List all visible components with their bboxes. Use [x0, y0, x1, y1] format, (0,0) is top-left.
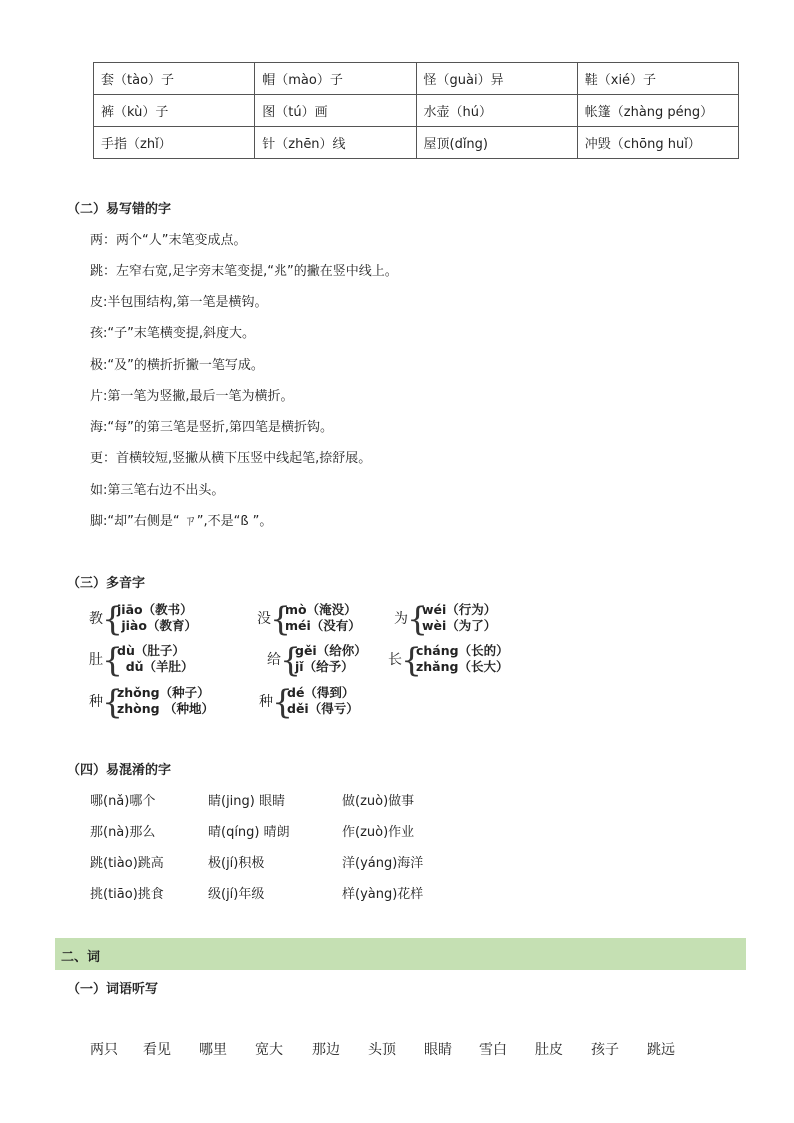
list-item: 如:第三笔右边不出头。	[90, 483, 225, 498]
reading-1: mò（淹没）	[285, 602, 357, 617]
list-item: 样(yàng)花样	[342, 887, 424, 902]
reading-1: jiāo（教书）	[117, 602, 193, 617]
section-title-miswritten: （二）易写错的字	[67, 202, 172, 217]
list-item: 极(jí)积极	[208, 856, 265, 871]
list-item: 哪(nǎ)哪个	[90, 794, 156, 809]
brace-icon: {	[102, 640, 123, 679]
dictation-word: 跳远	[647, 1042, 675, 1058]
pinyin-table	[93, 62, 739, 159]
reading-2: zhòng （种地）	[117, 701, 214, 716]
dictation-word: 看见	[143, 1042, 171, 1058]
list-item: 挑(tiāo)挑食	[90, 887, 164, 902]
brace-icon: {	[270, 599, 291, 638]
brace-icon: {	[401, 640, 422, 679]
reading-1: gěi（给你）	[295, 643, 367, 658]
list-item: 睛(jing) 眼睛	[208, 794, 285, 809]
reading-1: wéi（行为）	[422, 602, 497, 617]
dictation-word: 雪白	[479, 1042, 507, 1058]
list-item: 晴(qíng) 晴朗	[208, 825, 290, 840]
list-item: 脚:“却”右侧是“ ㄗ”,不是“ß ”。	[90, 514, 273, 529]
polyphonic-char: 种	[89, 694, 103, 710]
dictation-word: 那边	[312, 1042, 340, 1058]
reading-2: dǔ（羊肚）	[117, 659, 194, 674]
reading-2: zhǎng（长大）	[416, 659, 509, 674]
list-item: 级(jí)年级	[208, 887, 265, 902]
brace-icon: {	[272, 682, 293, 721]
reading-2: méi（没有）	[285, 618, 361, 633]
polyphonic-char: 教	[89, 611, 103, 627]
polyphonic-char: 给	[267, 652, 281, 668]
table-cell: 屋顶(dǐng)	[416, 127, 577, 159]
polyphonic-char: 肚	[89, 652, 103, 668]
table-cell: 水壶（hú）	[416, 95, 577, 127]
dictation-word: 肚皮	[535, 1042, 563, 1058]
reading-1: cháng（长的）	[416, 643, 509, 658]
polyphonic-char: 没	[257, 611, 271, 627]
table-cell: 鞋（xié）子	[577, 63, 738, 95]
polyphonic-char: 为	[394, 611, 408, 627]
table-cell: 怪（guài）异	[416, 63, 577, 95]
brace-icon: {	[280, 640, 301, 679]
dictation-word: 哪里	[199, 1042, 227, 1058]
list-item: 那(nà)那么	[90, 825, 156, 840]
polyphonic-char: 种	[259, 694, 273, 710]
reading-1: dé（得到）	[287, 685, 355, 700]
dictation-word: 眼睛	[424, 1042, 452, 1058]
list-item: 两：两个“人”末笔变成点。	[90, 233, 247, 248]
table-cell: 套（tào）子	[94, 63, 255, 95]
table-cell: 图（tú）画	[255, 95, 416, 127]
list-item: 更：首横较短,竖撇从横下压竖中线起笔,捺舒展。	[90, 451, 372, 466]
reading-2: děi（得亏）	[287, 701, 359, 716]
table-cell: 帐篷（zhàng péng）	[577, 95, 738, 127]
table-cell: 针（zhēn）线	[255, 127, 416, 159]
list-item: 跳(tiào)跳高	[90, 856, 164, 871]
table-cell: 帽（mào）子	[255, 63, 416, 95]
brace-icon: {	[102, 599, 123, 638]
dictation-word: 孩子	[591, 1042, 619, 1058]
dictation-word: 头顶	[368, 1042, 396, 1058]
table-row	[94, 63, 739, 95]
dictation-word: 两只	[90, 1042, 118, 1058]
table-cell: 裤（kù）子	[94, 95, 255, 127]
list-item: 片:第一笔为竖撇,最后一笔为横折。	[90, 389, 294, 404]
polyphonic-char: 长	[388, 652, 402, 668]
reading-1: zhǒng（种子）	[117, 685, 210, 700]
dictation-word: 宽大	[255, 1042, 283, 1058]
brace-icon: {	[102, 682, 123, 721]
list-item: 皮:半包围结构,第一笔是横钩。	[90, 295, 268, 310]
list-item: 海:“每”的第三笔是竖折,第四笔是横折钩。	[90, 420, 333, 435]
reading-2: jǐ（给予）	[295, 659, 354, 674]
list-item: 作(zuò)作业	[342, 825, 415, 840]
list-item: 极:“及”的横折折撇一笔写成。	[90, 358, 264, 373]
table-row	[94, 95, 739, 127]
list-item: 孩:“子”末笔横变提,斜度大。	[90, 326, 255, 341]
reading-1: dù（肚子）	[117, 643, 185, 658]
part-heading-band	[55, 938, 746, 970]
list-item: 洋(yáng)海洋	[342, 856, 424, 871]
reading-2: jiào（教育）	[117, 618, 197, 633]
part-heading: 二、词	[61, 950, 101, 965]
section-title-confusable: （四）易混淆的字	[67, 763, 172, 778]
section-title-polyphonic: （三）多音字	[67, 576, 146, 591]
section-title-dictation: （一）词语听写	[67, 982, 159, 997]
table-cell: 手指（zhǐ）	[94, 127, 255, 159]
table-cell: 冲毁（chōng huǐ）	[577, 127, 738, 159]
list-item: 跳：左窄右宽,足字旁末笔变提,“兆”的撇在竖中线上。	[90, 264, 398, 279]
brace-icon: {	[407, 599, 428, 638]
table-row	[94, 127, 739, 159]
reading-2: wèi（为了）	[422, 618, 497, 633]
list-item: 做(zuò)做事	[342, 794, 415, 809]
